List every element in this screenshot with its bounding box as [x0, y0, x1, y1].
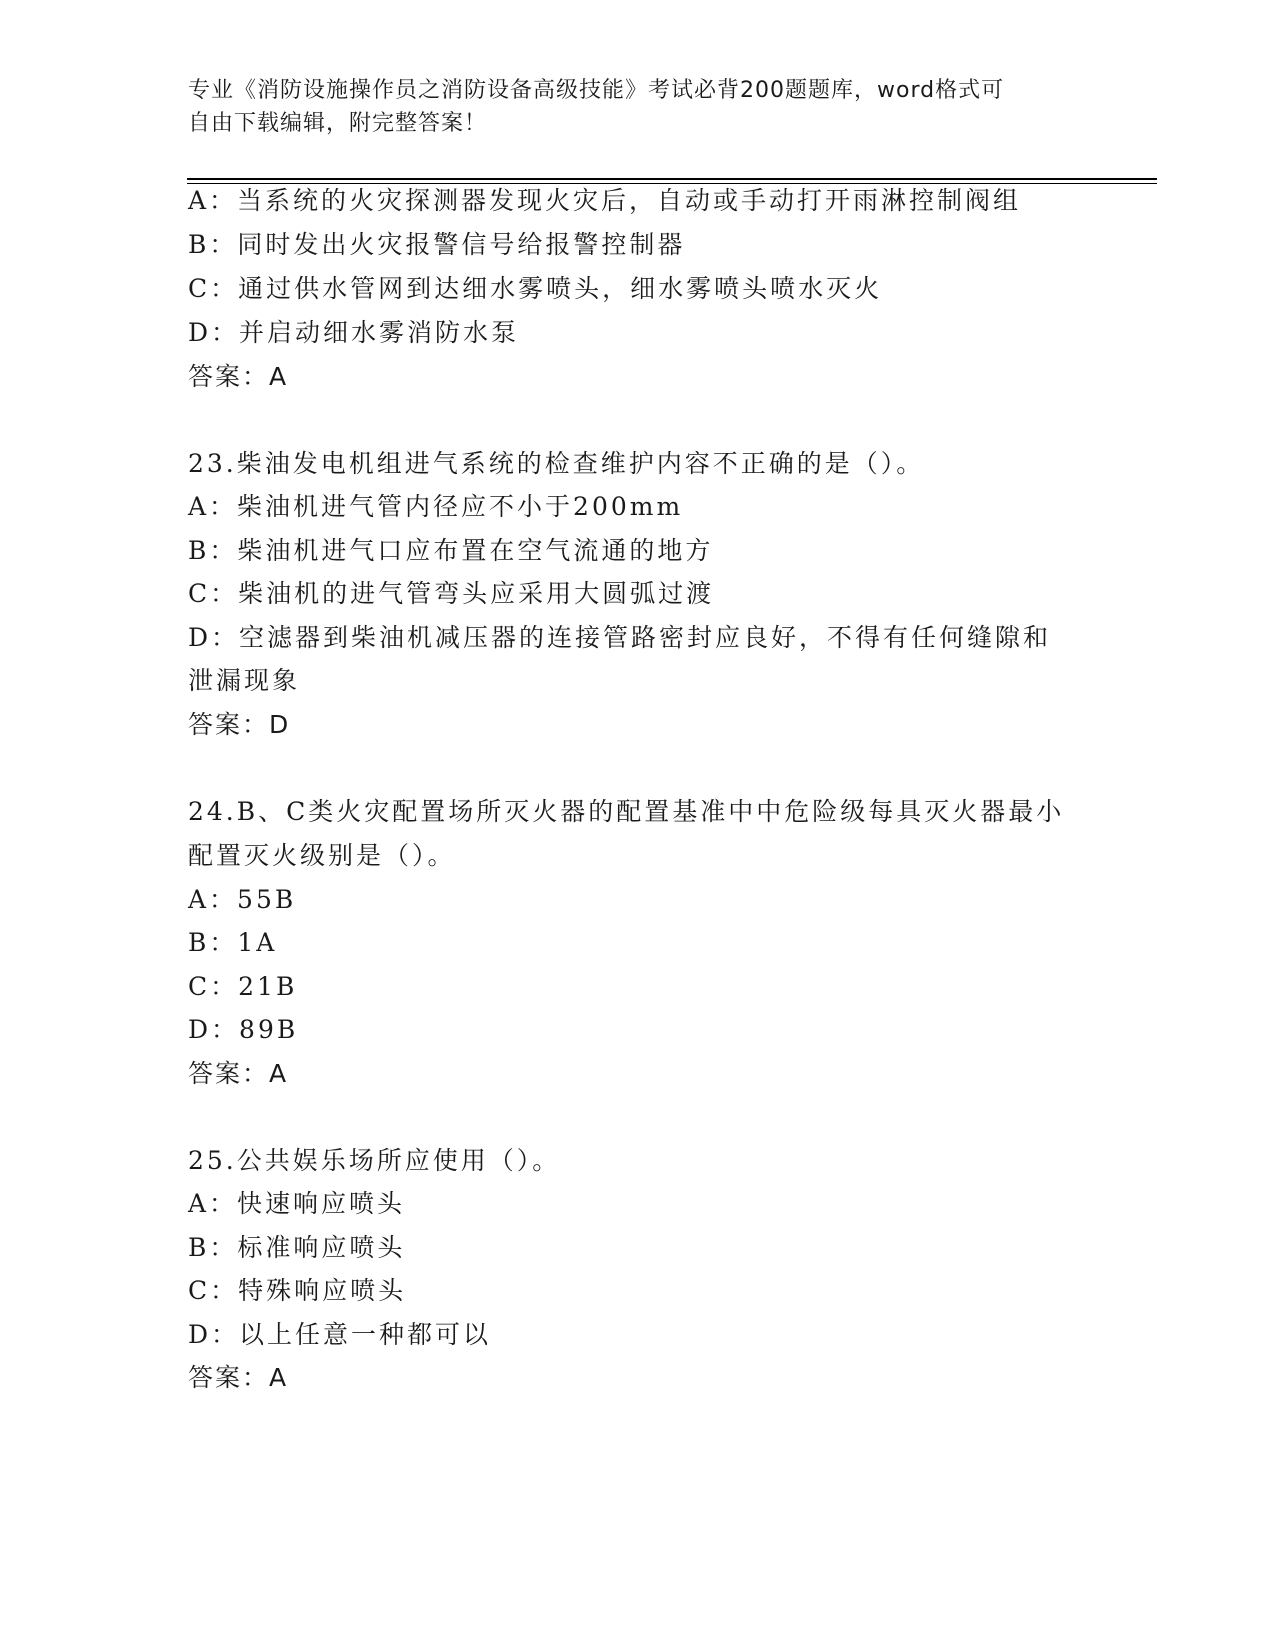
q22-answer: 答案：A	[188, 362, 289, 391]
q24-question-line-1: 24.B、C类火灾配置场所灭火器的配置基准中中危险级每具灭火器最小	[188, 797, 1065, 826]
q22-option-c: C：通过供水管网到达细水雾喷头，细水雾喷头喷水灭火	[188, 274, 883, 303]
document-header	[188, 74, 1068, 140]
q22-option-a: A：当系统的火灾探测器发现火灾后，自动或手动打开雨淋控制阀组	[188, 186, 1022, 215]
q25-question: 25.公共娱乐场所应使用（）。	[188, 1146, 561, 1175]
q25-option-a: A：快速响应喷头	[188, 1189, 406, 1218]
q22-option-b: B：同时发出火灾报警信号给报警控制器	[188, 230, 686, 259]
q23-option-c: C：柴油机的进气管弯头应采用大圆弧过渡	[188, 579, 715, 608]
q23-option-a: A：柴油机进气管内径应不小于200mm	[188, 492, 684, 521]
q25-option-b: B：标准响应喷头	[188, 1233, 406, 1262]
q22-option-d: D：并启动细水雾消防水泵	[188, 318, 520, 347]
q23-question: 23.柴油发电机组进气系统的检查维护内容不正确的是（）。	[188, 449, 925, 478]
q25-answer: 答案：A	[188, 1363, 289, 1392]
q24-option-b: B：1A	[188, 928, 278, 957]
q24-option-d: D：89B	[188, 1015, 299, 1044]
q24-answer: 答案：A	[188, 1059, 289, 1088]
q23-answer: 答案：D	[188, 710, 291, 739]
header-line-2: 自由下载编辑，附完整答案！	[188, 111, 488, 136]
q23-option-d-line-1: D：空滤器到柴油机减压器的连接管路密封应良好，不得有任何缝隙和	[188, 623, 1052, 652]
q25-option-c: C：特殊响应喷头	[188, 1276, 407, 1305]
q23-option-d-line-2: 泄漏现象	[188, 666, 301, 695]
q25-option-d: D：以上任意一种都可以	[188, 1320, 492, 1349]
header-line-1: 专业《消防设施操作员之消防设备高级技能》考试必背200题题库，word格式可	[188, 78, 1005, 103]
q24-option-c: C：21B	[188, 972, 298, 1001]
q24-question-line-2: 配置灭火级别是（）。	[188, 841, 456, 870]
q23-option-b: B：柴油机进气口应布置在空气流通的地方	[188, 536, 714, 565]
header-divider-thin	[187, 183, 1157, 184]
q24-option-a: A：55B	[188, 885, 297, 914]
header-divider-thick	[187, 178, 1157, 180]
